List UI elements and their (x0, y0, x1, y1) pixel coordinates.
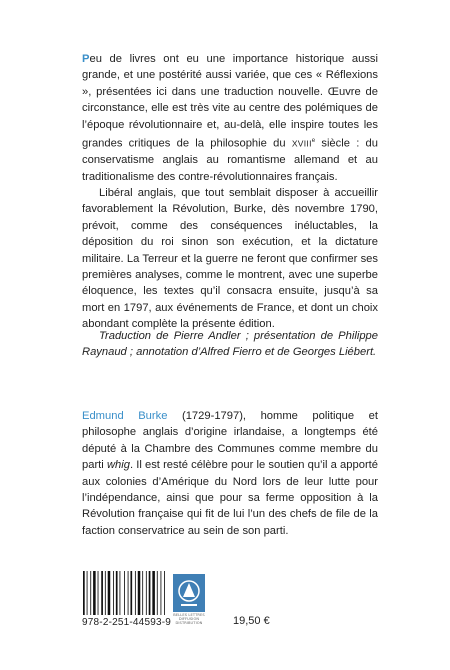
author-bio (82, 408, 378, 539)
drop-cap: P (82, 53, 90, 65)
bio-paragraph (82, 408, 378, 539)
translation-text: Traduction de Pierre Andler ; présentation de Philippe Raynaud ; annotation d’Alfred Fierro et de Georges Liébert. (82, 330, 378, 359)
century-superscript: e (311, 138, 316, 145)
century-numeral: XVIII (291, 138, 312, 149)
isbn-number: 978-2-251-44593-9 (82, 617, 172, 628)
bio-text-b: . Il est resté célèbre pour le soutien qu’il a apporté aux colonies d’Amérique du Nord lors de leur lutte pour l’indépendance, ainsi que pour sa ferme opposition à la Révolution française qui fit de lui l’un des chefs de file de la faction conservatrice au sein de son parti. (82, 459, 379, 537)
barcode (82, 571, 168, 617)
intro-p1-text-a: eu de livres ont eu une importance historique aussi grande, et une postérité aussi variée, que ces « Réflexions », présentées ici dans une traduction nouvelle. Œuvre de circonstance, elle est très vite au centre des polémiques de l’époque révolutionnaire et, au-delà, elle inspire toutes les grandes critiques de la philosophie du (82, 53, 378, 150)
intro-section (82, 51, 378, 333)
publisher-logo-icon (172, 573, 206, 613)
author-name: Edmund Burke (82, 410, 168, 422)
publisher-logo-text: BELLES LETTRES DIFFUSION DISTRIBUTION (173, 613, 205, 626)
barcode-icon (82, 571, 168, 617)
intro-paragraph-2: Libéral anglais, que tout semblait disposer à accueillir favorablement la Révolution, Burke, dès novembre 1790, prévoit, comme des conséquences inéluctables, la déposition du roi sinon son exécution, et la dictature militaire. La Terreur et la guerre ne feront que confirmer ses premières analyses, comme le montrent, avec une superbe éloquence, les textes qu’il consacra ensuite, jusqu’à sa mort en 1797, aux événements de France, et dont un choix abondant complète la présente édition. (82, 186, 378, 331)
price: 19,50 € (233, 615, 270, 627)
bio-text-a: (1729-1797), homme politique et philosophe anglais d’origine irlandaise, a longtemps été député à la Chambre des Communes comme membre du parti (82, 410, 378, 472)
translation-credits (82, 328, 378, 361)
intro-paragraph-1 (82, 51, 378, 185)
whig-term: whig (106, 459, 130, 472)
intro-p1-text-b: siècle : du conservatisme anglais au romantisme allemand et au traditionalisme des contre-révolutionnaires français. (82, 137, 379, 183)
